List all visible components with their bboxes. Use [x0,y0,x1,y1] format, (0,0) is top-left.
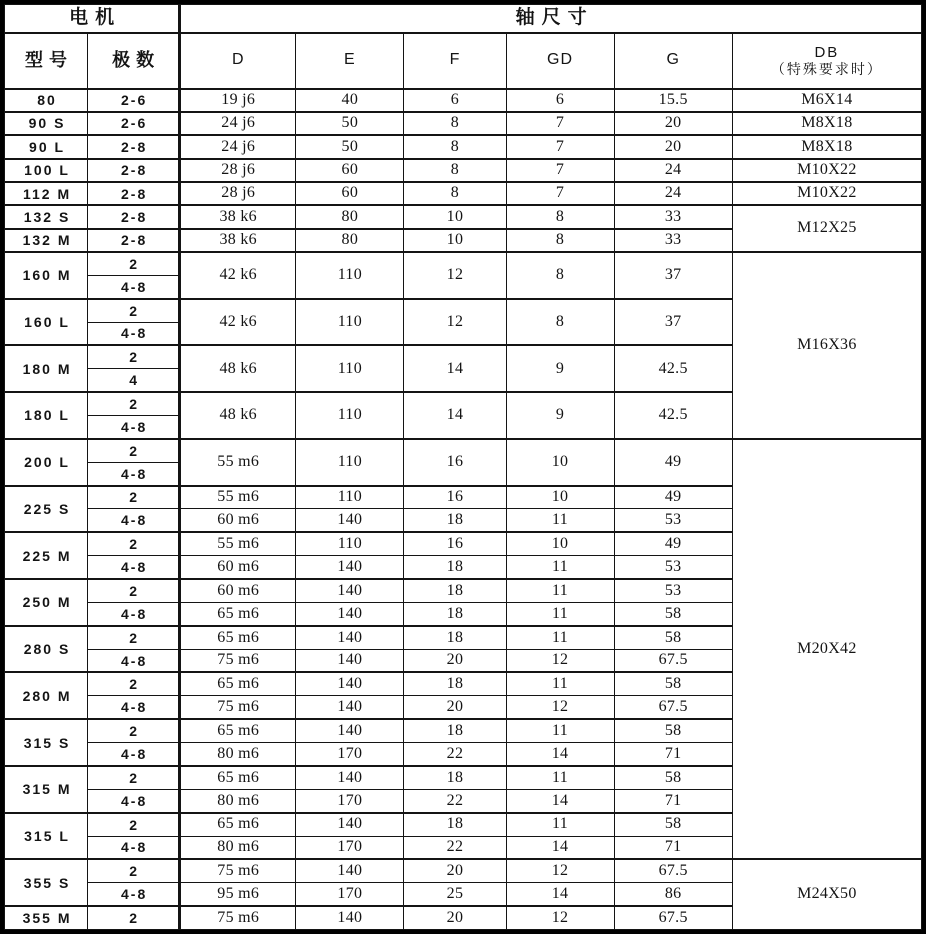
dim-f-cell: 8 [404,159,506,182]
dim-d-cell: 65 m6 [180,719,296,742]
dim-d-cell: 42 k6 [180,252,296,299]
dim-f-cell: 18 [404,672,506,695]
dim-e-cell: 140 [296,649,404,672]
header-db [732,33,921,89]
dim-f-cell: 20 [404,696,506,719]
poles-cell: 2 [88,579,180,602]
dim-d-cell: 28 j6 [180,182,296,205]
dim-f-cell: 18 [404,556,506,579]
poles-cell: 2 [88,626,180,649]
dim-g-cell: 58 [614,672,732,695]
dim-g-cell: 37 [614,252,732,299]
dim-f-cell: 16 [404,439,506,486]
db-cell: M20X42 [732,439,921,859]
dim-gd-cell: 7 [506,182,614,205]
dim-g-cell: 71 [614,836,732,859]
db-cell: M24X50 [732,859,921,929]
dim-d-cell: 55 m6 [180,532,296,555]
dim-e-cell: 140 [296,602,404,625]
poles-cell: 4-8 [88,649,180,672]
dim-e-cell: 80 [296,229,404,252]
dim-gd-cell: 12 [506,649,614,672]
dim-g-cell: 58 [614,813,732,836]
db-cell: M16X36 [732,252,921,439]
dim-d-cell: 60 m6 [180,579,296,602]
dim-e-cell: 80 [296,205,404,228]
poles-cell: 2 [88,859,180,882]
poles-cell: 2 [88,766,180,789]
dim-gd-cell: 11 [506,672,614,695]
model-cell: 200 L [5,439,88,486]
dim-f-cell: 22 [404,836,506,859]
dim-d-cell: 48 k6 [180,392,296,439]
dim-f-cell: 10 [404,205,506,228]
header-shaft-section: 轴尺寸 [180,5,922,33]
dim-gd-cell: 10 [506,439,614,486]
dim-gd-cell: 7 [506,112,614,135]
dim-g-cell: 24 [614,182,732,205]
dim-f-cell: 18 [404,719,506,742]
model-cell: 315 M [5,766,88,813]
dim-f-cell: 8 [404,182,506,205]
poles-cell: 4-8 [88,696,180,719]
dim-gd-cell: 9 [506,345,614,392]
dim-e-cell: 140 [296,626,404,649]
dim-d-cell: 75 m6 [180,649,296,672]
model-cell: 250 M [5,579,88,626]
dim-f-cell: 14 [404,392,506,439]
poles-cell: 2 [88,299,180,322]
dim-g-cell: 58 [614,719,732,742]
dim-gd-cell: 12 [506,696,614,719]
dim-g-cell: 71 [614,789,732,812]
dim-e-cell: 110 [296,299,404,346]
dim-d-cell: 65 m6 [180,626,296,649]
dim-gd-cell: 10 [506,532,614,555]
dim-d-cell: 24 j6 [180,112,296,135]
dim-d-cell: 80 m6 [180,836,296,859]
dim-gd-cell: 14 [506,789,614,812]
model-cell: 315 L [5,813,88,860]
dim-gd-cell: 7 [506,135,614,158]
dim-g-cell: 33 [614,205,732,228]
header-dim-f: F [404,33,506,89]
poles-cell: 4-8 [88,462,180,485]
db-cell: M8X18 [732,112,921,135]
header-model: 型号 [5,33,88,89]
model-cell: 132 M [5,229,88,252]
dim-d-cell: 60 m6 [180,556,296,579]
table-row [5,159,922,182]
header-row-sections [5,5,922,33]
dim-f-cell: 18 [404,602,506,625]
model-cell: 90 L [5,135,88,158]
dim-e-cell: 140 [296,672,404,695]
model-cell: 355 S [5,859,88,906]
table-row [5,205,922,228]
table-row [5,112,922,135]
dim-e-cell: 110 [296,486,404,509]
model-cell: 160 L [5,299,88,346]
dim-f-cell: 16 [404,532,506,555]
dim-e-cell: 110 [296,392,404,439]
db-cell: M10X22 [732,159,921,182]
dim-g-cell: 24 [614,159,732,182]
dim-gd-cell: 11 [506,719,614,742]
dim-e-cell: 50 [296,112,404,135]
header-dim-e: E [296,33,404,89]
poles-cell: 2-8 [88,135,180,158]
dim-f-cell: 22 [404,743,506,766]
dim-gd-cell: 8 [506,252,614,299]
dim-g-cell: 37 [614,299,732,346]
dim-e-cell: 140 [296,906,404,929]
dim-g-cell: 42.5 [614,392,732,439]
poles-cell: 4-8 [88,509,180,532]
dim-f-cell: 8 [404,135,506,158]
dim-f-cell: 20 [404,906,506,929]
poles-cell: 4 [88,369,180,392]
dim-g-cell: 53 [614,556,732,579]
dim-gd-cell: 9 [506,392,614,439]
dim-d-cell: 48 k6 [180,345,296,392]
dim-g-cell: 49 [614,439,732,486]
dim-e-cell: 110 [296,345,404,392]
model-cell: 225 M [5,532,88,579]
dim-g-cell: 20 [614,112,732,135]
dim-e-cell: 140 [296,813,404,836]
dim-e-cell: 140 [296,719,404,742]
dim-e-cell: 170 [296,836,404,859]
dim-gd-cell: 11 [506,556,614,579]
dim-e-cell: 110 [296,439,404,486]
dim-d-cell: 75 m6 [180,906,296,929]
dim-e-cell: 140 [296,556,404,579]
dim-f-cell: 18 [404,766,506,789]
table-row [5,89,922,112]
dim-f-cell: 20 [404,859,506,882]
poles-cell: 4-8 [88,883,180,906]
dim-f-cell: 16 [404,486,506,509]
model-cell: 90 S [5,112,88,135]
dim-d-cell: 65 m6 [180,602,296,625]
dim-g-cell: 58 [614,602,732,625]
dim-g-cell: 58 [614,766,732,789]
motor-shaft-dimensions-table [4,4,922,930]
poles-cell: 2 [88,392,180,415]
dim-gd-cell: 11 [506,626,614,649]
dim-gd-cell: 8 [506,229,614,252]
dim-d-cell: 38 k6 [180,229,296,252]
dim-e-cell: 110 [296,252,404,299]
poles-cell: 2-8 [88,205,180,228]
poles-cell: 4-8 [88,416,180,439]
poles-cell: 2 [88,672,180,695]
header-poles: 极数 [88,33,180,89]
poles-cell: 2-8 [88,182,180,205]
dim-g-cell: 15.5 [614,89,732,112]
dim-gd-cell: 8 [506,299,614,346]
model-cell: 160 M [5,252,88,299]
dim-d-cell: 28 j6 [180,159,296,182]
dim-e-cell: 140 [296,859,404,882]
dim-gd-cell: 6 [506,89,614,112]
dim-f-cell: 12 [404,252,506,299]
poles-cell: 2-8 [88,159,180,182]
dim-d-cell: 42 k6 [180,299,296,346]
header-dim-d: D [180,33,296,89]
dim-g-cell: 20 [614,135,732,158]
header-db-note: （特殊要求时） [770,61,883,78]
dim-f-cell: 12 [404,299,506,346]
poles-cell: 4-8 [88,602,180,625]
dim-g-cell: 42.5 [614,345,732,392]
dim-g-cell: 58 [614,626,732,649]
dim-e-cell: 140 [296,579,404,602]
dim-f-cell: 10 [404,229,506,252]
dim-e-cell: 170 [296,789,404,812]
poles-cell: 2 [88,345,180,368]
poles-cell: 2-6 [88,89,180,112]
db-cell: M12X25 [732,205,921,252]
dim-gd-cell: 11 [506,579,614,602]
dim-e-cell: 140 [296,766,404,789]
poles-cell: 2 [88,532,180,555]
dim-gd-cell: 14 [506,743,614,766]
dim-d-cell: 80 m6 [180,789,296,812]
dim-g-cell: 67.5 [614,696,732,719]
dim-gd-cell: 14 [506,883,614,906]
poles-cell: 2 [88,486,180,509]
poles-cell: 4-8 [88,322,180,345]
poles-cell: 4-8 [88,743,180,766]
dim-f-cell: 6 [404,89,506,112]
table-row [5,182,922,205]
poles-cell: 4-8 [88,836,180,859]
dim-d-cell: 65 m6 [180,813,296,836]
model-cell: 225 S [5,486,88,533]
dim-e-cell: 60 [296,182,404,205]
dim-g-cell: 53 [614,579,732,602]
dim-d-cell: 24 j6 [180,135,296,158]
poles-cell: 2-6 [88,112,180,135]
dim-d-cell: 60 m6 [180,509,296,532]
dim-d-cell: 65 m6 [180,672,296,695]
dim-f-cell: 25 [404,883,506,906]
dim-f-cell: 22 [404,789,506,812]
header-motor-section: 电机 [5,5,180,33]
dim-f-cell: 20 [404,649,506,672]
dim-gd-cell: 14 [506,836,614,859]
model-cell: 132 S [5,205,88,228]
dim-d-cell: 19 j6 [180,89,296,112]
dim-d-cell: 80 m6 [180,743,296,766]
db-cell: M10X22 [732,182,921,205]
poles-cell: 2-8 [88,229,180,252]
dim-gd-cell: 11 [506,813,614,836]
db-cell: M8X18 [732,135,921,158]
db-cell: M6X14 [732,89,921,112]
dim-f-cell: 14 [404,345,506,392]
dim-f-cell: 8 [404,112,506,135]
dim-g-cell: 71 [614,743,732,766]
poles-cell: 4-8 [88,275,180,298]
dim-f-cell: 18 [404,813,506,836]
model-cell: 180 L [5,392,88,439]
dim-d-cell: 95 m6 [180,883,296,906]
header-dim-gd: GD [506,33,614,89]
dim-g-cell: 86 [614,883,732,906]
dim-d-cell: 75 m6 [180,696,296,719]
dim-e-cell: 140 [296,509,404,532]
dim-gd-cell: 10 [506,486,614,509]
dim-gd-cell: 12 [506,906,614,929]
dim-gd-cell: 11 [506,766,614,789]
poles-cell: 2 [88,719,180,742]
poles-cell: 2 [88,813,180,836]
dim-gd-cell: 11 [506,602,614,625]
table-row [5,135,922,158]
table-row [5,252,922,275]
model-cell: 315 S [5,719,88,766]
dim-gd-cell: 12 [506,859,614,882]
poles-cell: 2 [88,439,180,462]
table-row [5,439,922,462]
dim-g-cell: 33 [614,229,732,252]
model-cell: 100 L [5,159,88,182]
dim-gd-cell: 8 [506,205,614,228]
dim-f-cell: 18 [404,626,506,649]
header-db-label: DB [814,43,840,61]
dim-gd-cell: 11 [506,509,614,532]
dim-e-cell: 50 [296,135,404,158]
dim-f-cell: 18 [404,579,506,602]
dim-d-cell: 75 m6 [180,859,296,882]
dim-g-cell: 67.5 [614,649,732,672]
poles-cell: 4-8 [88,556,180,579]
model-cell: 180 M [5,345,88,392]
dim-d-cell: 38 k6 [180,205,296,228]
dim-e-cell: 170 [296,743,404,766]
poles-cell: 4-8 [88,789,180,812]
model-cell: 112 M [5,182,88,205]
dim-g-cell: 67.5 [614,906,732,929]
dim-g-cell: 67.5 [614,859,732,882]
poles-cell: 2 [88,906,180,929]
header-dim-g: G [614,33,732,89]
dim-gd-cell: 7 [506,159,614,182]
dim-e-cell: 140 [296,696,404,719]
model-cell: 280 S [5,626,88,673]
dim-d-cell: 65 m6 [180,766,296,789]
model-cell: 80 [5,89,88,112]
model-cell: 355 M [5,906,88,929]
dim-e-cell: 110 [296,532,404,555]
table-row [5,859,922,882]
header-row-columns [5,33,922,89]
dim-e-cell: 60 [296,159,404,182]
dim-d-cell: 55 m6 [180,486,296,509]
dim-d-cell: 55 m6 [180,439,296,486]
dim-g-cell: 49 [614,486,732,509]
poles-cell: 2 [88,252,180,275]
model-cell: 280 M [5,672,88,719]
dim-g-cell: 49 [614,532,732,555]
dim-e-cell: 170 [296,883,404,906]
dim-f-cell: 18 [404,509,506,532]
dim-g-cell: 53 [614,509,732,532]
dim-e-cell: 40 [296,89,404,112]
